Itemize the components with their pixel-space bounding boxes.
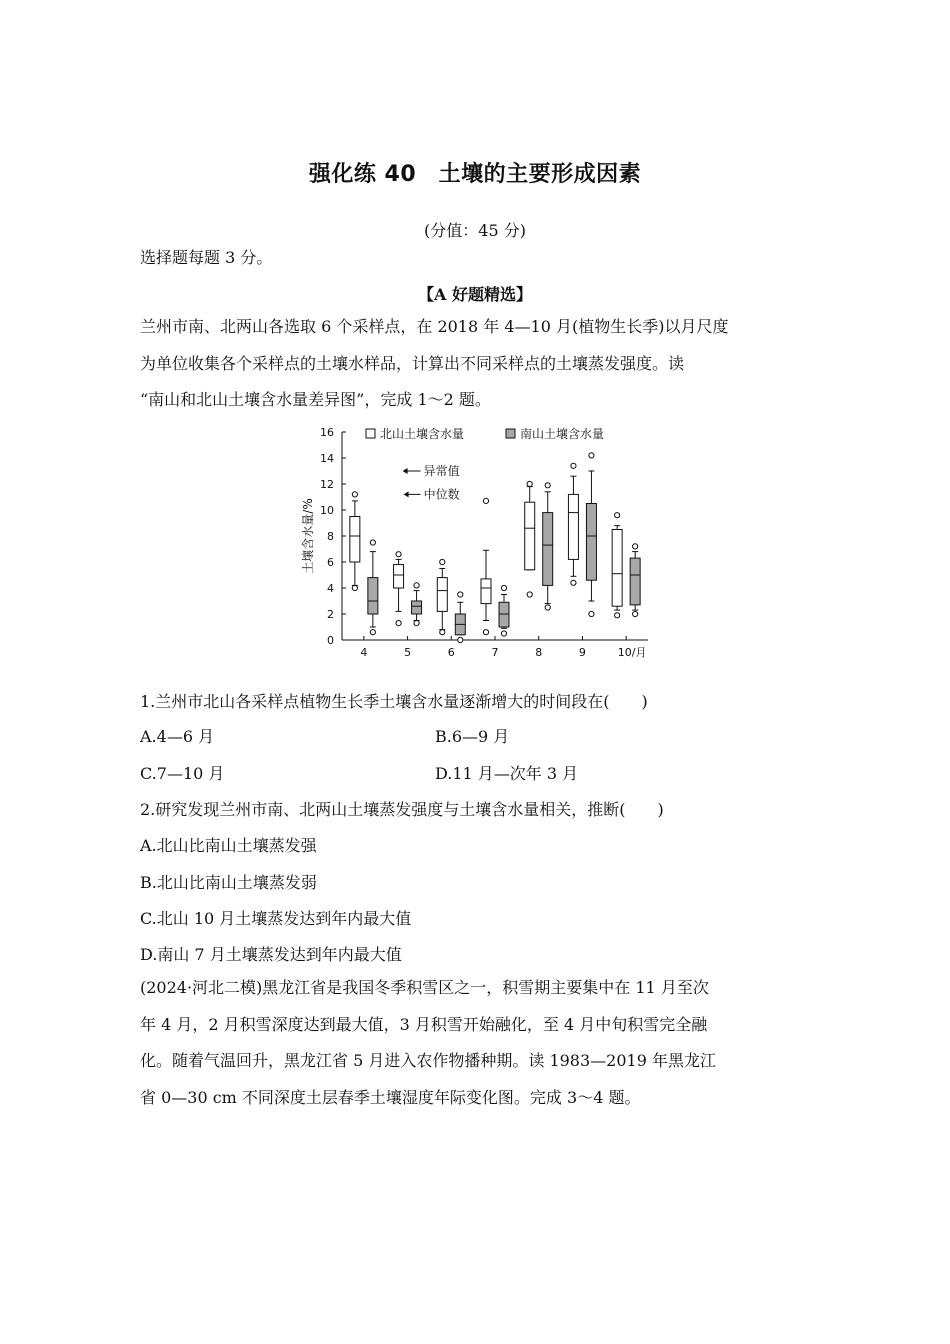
outlier-point — [458, 592, 463, 597]
outlier-point — [571, 580, 576, 585]
x-tick-label: 10/月 — [617, 646, 647, 659]
y-tick-label: 6 — [327, 556, 334, 569]
outlier-point — [370, 540, 375, 545]
intro2-line: 年 4 月，2 月积雪深度达到最大值，3 月积雪开始融化，至 4 月中旬积雪完全融 — [140, 1014, 708, 1034]
y-tick-label: 12 — [320, 478, 334, 491]
intro1-line: “南山和北山土壤含水量差异图”，完成 1～2 题。 — [140, 390, 491, 409]
intro2-line: 省 0—30 cm 不同深度土层春季土壤湿度年际变化图。完成 3～4 题。 — [140, 1087, 641, 1107]
x-tick-label: 6 — [447, 646, 455, 659]
box-iqr — [525, 502, 535, 570]
annotation-median: 中位数 — [423, 487, 460, 502]
outlier-point — [483, 498, 488, 503]
q1-option-a: A.4—6 月 — [140, 727, 215, 746]
outlier-point — [589, 611, 594, 616]
intro-paragraph-1 — [140, 309, 812, 419]
box-iqr — [586, 504, 596, 581]
outlier-point — [370, 630, 375, 635]
outlier-point — [440, 630, 445, 635]
box-iqr — [350, 517, 360, 563]
annotation-arrowhead — [404, 491, 409, 497]
x-tick-label: 5 — [404, 646, 412, 659]
q1-stem: 1.兰州市北山各采样点植物生长季土壤含水量逐渐增大的时间段在( ) — [140, 692, 648, 711]
legend-label: 南山土壤含水量 — [520, 427, 605, 441]
y-tick-label: 10 — [320, 504, 334, 517]
outlier-point — [527, 481, 532, 486]
outlier-point — [545, 483, 550, 488]
outlier-point — [396, 621, 401, 626]
score-note: (分值：45 分) — [424, 221, 526, 240]
q1-option-c: C.7—10 月 — [140, 764, 225, 783]
q1-option-b: B.6—9 月 — [435, 727, 510, 746]
q2-option-d: D.南山 7 月土壤蒸发达到年内最大值 — [140, 945, 402, 964]
section-heading: 【A 好题精选】 — [418, 285, 532, 304]
x-tick-label: 9 — [578, 646, 586, 659]
q2-option-c: C.北山 10 月土壤蒸发达到年内最大值 — [140, 909, 412, 928]
q2-option-b: B.北山比南山土壤蒸发弱 — [140, 873, 317, 892]
y-axis-label: 土壤含水量/% — [301, 498, 315, 574]
outlier-point — [440, 559, 445, 564]
q2-option-a: A.北山比南山土壤蒸发强 — [140, 836, 317, 855]
instruction: 选择题每题 3 分。 — [140, 248, 273, 267]
soil-moisture-boxplot — [296, 424, 656, 672]
x-tick-label: 7 — [491, 646, 499, 659]
y-tick-label: 0 — [327, 634, 334, 647]
outlier-point — [615, 613, 620, 618]
intro1-line: 为单位收集各个采样点的土壤水样品，计算出不同采样点的土壤蒸发强度。读 — [140, 353, 685, 373]
y-tick-label: 4 — [327, 582, 334, 595]
outlier-point — [352, 492, 357, 497]
box-iqr — [543, 513, 553, 586]
legend-swatch — [366, 429, 375, 438]
box-iqr — [612, 530, 622, 607]
intro1-line: 兰州市南、北两山各选取 6 个采样点，在 2018 年 4—10 月(植物生长季)以月尺度 — [140, 317, 729, 336]
q1-option-d: D.11 月—次年 3 月 — [435, 764, 579, 783]
outlier-point — [352, 585, 357, 590]
outlier-point — [615, 513, 620, 518]
page-title: 强化练 40 土壤的主要形成因素 — [308, 162, 642, 187]
outlier-point — [571, 463, 576, 468]
y-tick-label: 14 — [320, 452, 334, 465]
box-iqr — [394, 565, 404, 588]
outlier-point — [527, 592, 532, 597]
box-iqr — [499, 602, 509, 627]
box-iqr — [481, 579, 491, 604]
outlier-point — [458, 637, 463, 642]
annotation-outlier: 异常值 — [423, 464, 460, 478]
box-iqr — [437, 578, 447, 612]
intro2-line: 化。随着气温回升，黑龙江省 5 月进入农作物播种期。读 1983—2019 年黑龙江 — [140, 1051, 716, 1070]
outlier-point — [483, 630, 488, 635]
box-iqr — [568, 494, 578, 559]
x-tick-label: 4 — [360, 646, 368, 659]
outlier-point — [414, 583, 419, 588]
outlier-point — [545, 605, 550, 610]
q2-stem: 2.研究发现兰州市南、北两山土壤蒸发强度与土壤含水量相关，推断( ) — [140, 800, 664, 819]
intro-paragraph-2 — [140, 970, 812, 1116]
outlier-point — [501, 585, 506, 590]
box-iqr — [412, 601, 422, 614]
outlier-point — [501, 631, 506, 636]
outlier-point — [633, 611, 638, 616]
legend-label: 北山土壤含水量 — [380, 427, 465, 441]
x-tick-label: 8 — [535, 646, 543, 659]
outlier-point — [414, 621, 419, 626]
box-iqr — [630, 558, 640, 605]
outlier-point — [633, 544, 638, 549]
outlier-point — [589, 453, 594, 458]
y-tick-label: 8 — [327, 530, 334, 543]
intro2-line: (2024·河北二模)黑龙江省是我国冬季积雪区之一，积雪期主要集中在 11 月至次 — [140, 978, 709, 997]
y-tick-label: 2 — [327, 608, 334, 621]
outlier-point — [396, 552, 401, 557]
annotation-arrowhead — [403, 468, 408, 474]
box-iqr — [368, 578, 378, 614]
y-tick-label: 16 — [320, 426, 334, 439]
legend-swatch — [506, 429, 515, 438]
